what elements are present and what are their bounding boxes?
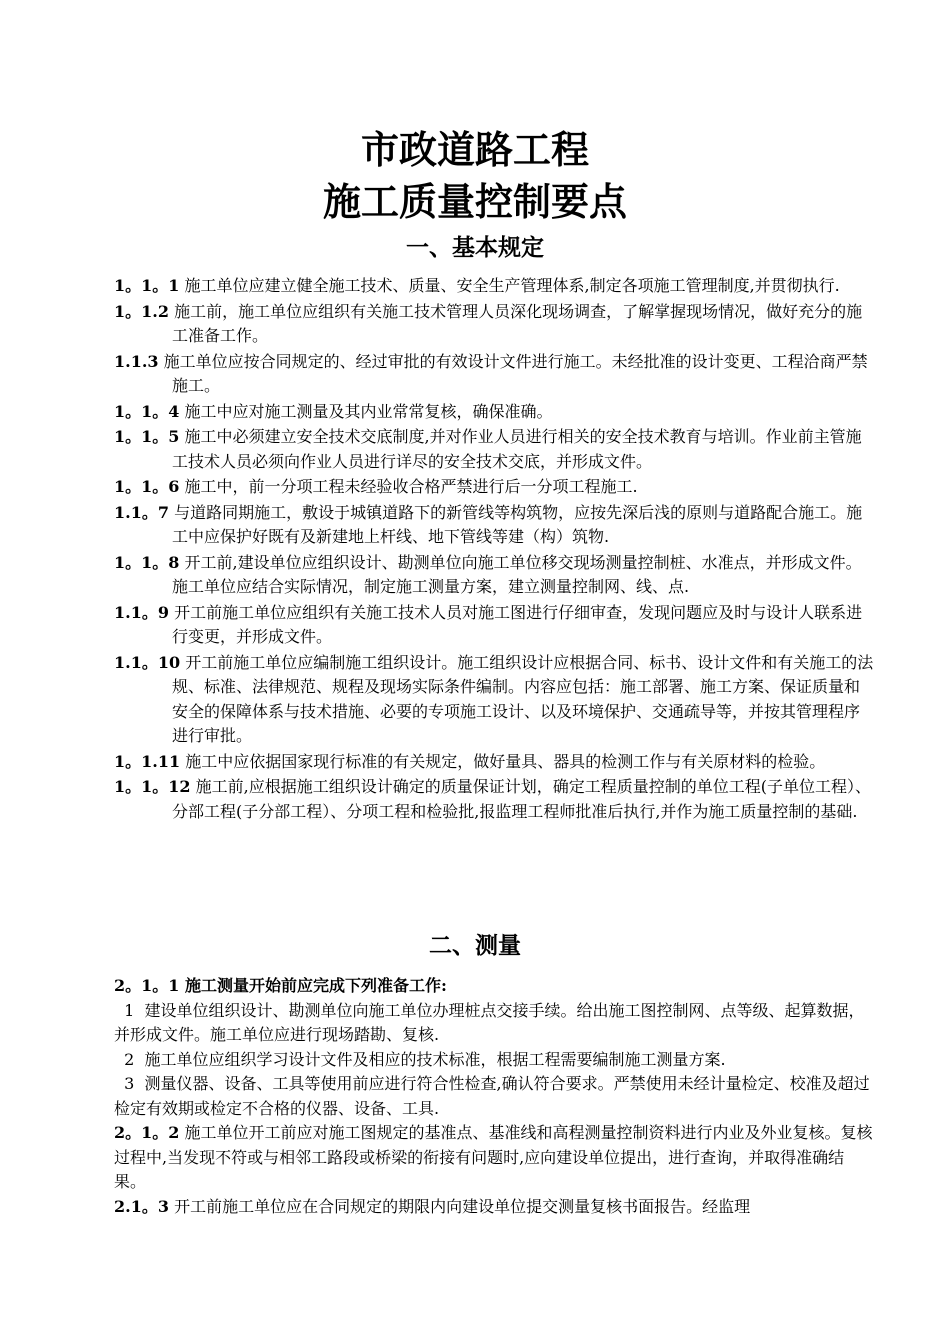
list-item bbox=[114, 750, 874, 775]
item-number: 1。1。8 bbox=[114, 552, 180, 572]
list-item bbox=[114, 425, 874, 474]
item-number: 1。1。6 bbox=[114, 477, 180, 496]
item-number: 1。1.11 bbox=[114, 751, 181, 771]
item-text: 与道路同期施工，敷设于城镇道路下的新管线等构筑物，应按先深后浅的原则与道路配合施工。施工中应保护好既有及新建地上杆线、地下管线等建（构）筑物. bbox=[168, 502, 863, 546]
section-heading-survey: 二、测量 bbox=[429, 933, 521, 959]
list-item bbox=[114, 1121, 874, 1195]
item-number: 2。1。2 bbox=[114, 1123, 180, 1142]
item-text: 施工前,应根据施工组织设计确定的质量保证计划，确定工程质量控制的单位工程(子单位工程）、分部工程(子分部工程）、分项工程和检验批,报监理工程师批准后执行,并作为施工质量控制的基础. bbox=[172, 777, 871, 821]
item-text: 施工中，前一分项工程未经验收合格严禁进行后一分项工程施工. bbox=[179, 477, 638, 496]
doc-title-line1: 市政道路工程 bbox=[360, 128, 589, 172]
section2-lead: 2。1。1 施工测量开始前应完成下列准备工作: bbox=[114, 976, 447, 995]
item-text: 开工前,建设单位应组织设计、勘测单位向施工单位移交现场测量控制桩、水准点，并形成文件。施工单位应结合实际情况，制定施工测量方案，建立测量控制网、线、点. bbox=[172, 552, 862, 596]
list-item bbox=[114, 274, 874, 299]
list-item bbox=[114, 1195, 874, 1220]
item-text: 施工中必须建立安全技术交底制度,并对作业人员进行相关的安全技术教育与培训。作业前主管施工技术人员必须向作业人员进行详尽的安全技术交底，并形成文件。 bbox=[172, 427, 862, 471]
list-item bbox=[114, 475, 874, 500]
item-text: 开工前施工单位应组织有关施工技术人员对施工图进行仔细审查，发现问题应及时与设计人联系进行变更，并形成文件。 bbox=[168, 602, 863, 646]
item-text: 施工中应对施工测量及其内业常常复核，确保准确。 bbox=[179, 401, 553, 421]
section-heading-basic-rules: 一、基本规定 bbox=[406, 235, 544, 261]
sub-item-2: 2 施工单位应组织学习设计文件及相应的技术标准，根据工程需要编制施工测量方案. bbox=[114, 1049, 726, 1069]
list-item bbox=[114, 501, 874, 550]
list-item bbox=[114, 775, 874, 824]
sub-item-1: 1 建设单位组织设计、勘测单位向施工单位办理桩点交接手续。给出施工图控制网、点等级、起算数据，并形成文件。施工单位应进行现场踏勘、复核. bbox=[114, 1000, 865, 1044]
item-text: 施工前，施工单位应组织有关施工技术管理人员深化现场调查，了解掌握现场情况，做好充分的施工准备工作。 bbox=[168, 301, 863, 345]
list-item bbox=[114, 601, 874, 650]
item-number: 1.1。9 bbox=[114, 602, 169, 622]
list-item bbox=[114, 551, 874, 600]
item-text: 开工前施工单位应在合同规定的期限内向建设单位提交测量复核书面报告。经监理 bbox=[168, 1196, 751, 1216]
list-item bbox=[114, 300, 874, 349]
item-number: 1。1。5 bbox=[114, 427, 180, 446]
section1-items bbox=[114, 274, 874, 825]
item-number: 1。1。1 bbox=[114, 276, 180, 295]
item-text: 开工前施工单位应编制施工组织设计。施工组织设计应根据合同、标书、设计文件和有关施工的法规、标准、法律规范、规程及现场实际条件编制。内容应包括：施工部署、施工方案、保证质量和安全的保障体系与技术措施、必要的专项施工设计、以及环境保护、交通疏导等，并按其管理程序进行审批。 bbox=[172, 652, 874, 745]
item-number: 1.1。7 bbox=[114, 502, 169, 522]
item-number: 1.1。10 bbox=[114, 652, 181, 672]
section2-content bbox=[114, 974, 874, 1219]
item-text: 施工单位开工前应对施工图规定的基准点、基准线和高程测量控制资料进行内业及外业复核。复核过程中,当发现不符或与相邻工路段或桥梁的衔接有问题时,应向建设单位提出，进行查询，并取得准确结果。 bbox=[114, 1123, 873, 1191]
item-text: 施工单位应按合同规定的、经过审批的有效设计文件进行施工。未经批准的设计变更、工程洽商严禁施工。 bbox=[158, 351, 868, 395]
item-text: 施工中应依据国家现行标准的有关规定，做好量具、器具的检测工作与有关原材料的检验。 bbox=[180, 751, 826, 771]
list-item bbox=[114, 350, 874, 399]
item-text: 施工单位应建立健全施工技术、质量、安全生产管理体系,制定各项施工管理制度,并贯彻执行. bbox=[179, 276, 840, 295]
item-number: 1.1.3 bbox=[114, 351, 159, 371]
item-number: 1。1。4 bbox=[114, 401, 180, 421]
list-item bbox=[114, 400, 874, 425]
doc-title-line2: 施工质量控制要点 bbox=[322, 180, 627, 224]
item-number: 1。1。12 bbox=[114, 777, 191, 796]
list-item bbox=[114, 651, 874, 749]
sub-item-3: 3 测量仪器、设备、工具等使用前应进行符合性检查,确认符合要求。严禁使用未经计量检定、校准及超过检定有效期或检定不合格的仪器、设备、工具. bbox=[114, 1074, 870, 1118]
item-number: 2.1。3 bbox=[114, 1196, 169, 1216]
item-number: 1。1.2 bbox=[114, 301, 169, 321]
